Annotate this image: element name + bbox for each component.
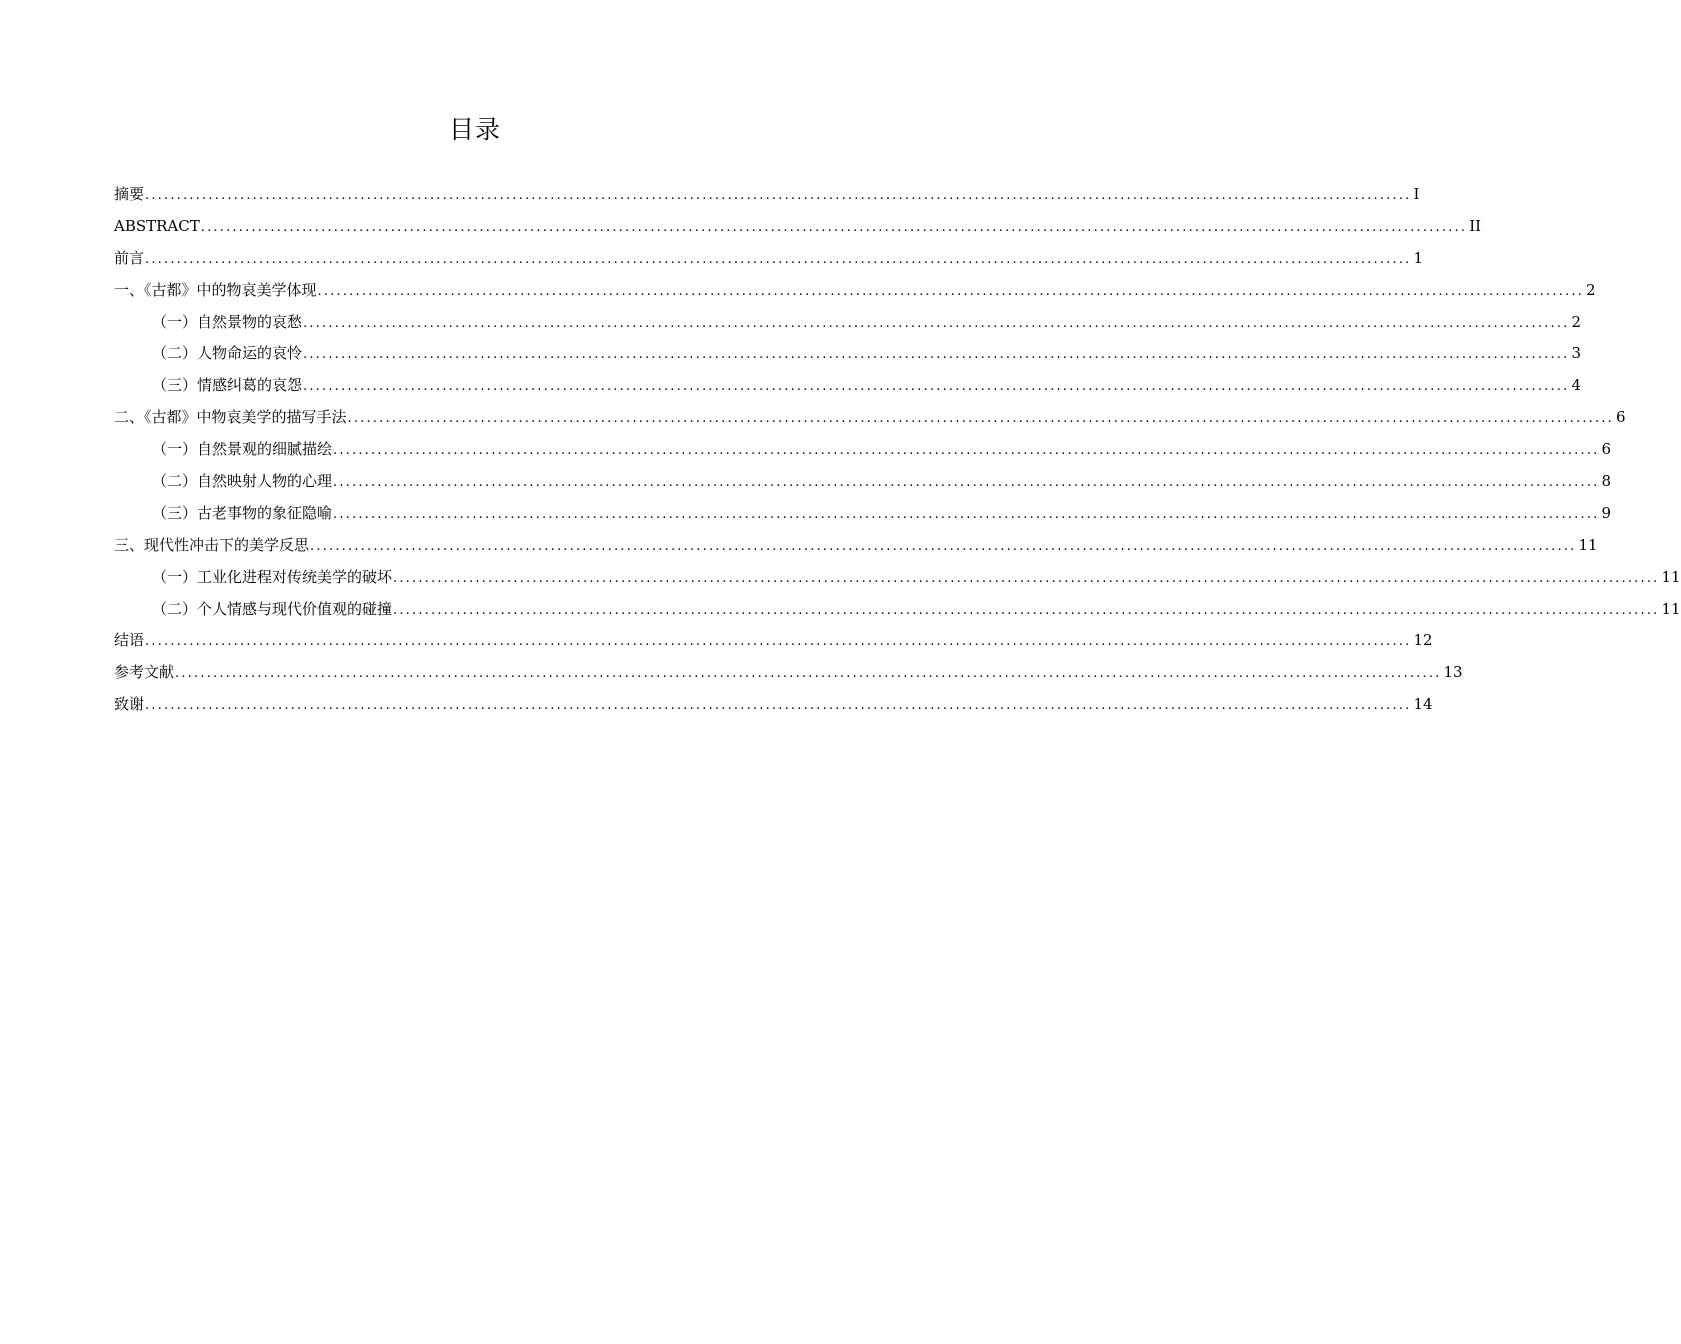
dot-leader: ........................................................................................................................................................................................................ bbox=[393, 602, 1660, 618]
toc-entry[interactable] bbox=[114, 656, 1463, 688]
toc-entry-page: 2 bbox=[1585, 280, 1596, 299]
toc-entry-page: 8 bbox=[1601, 472, 1612, 491]
toc-entry-page: 13 bbox=[1443, 663, 1463, 682]
toc-entry[interactable] bbox=[114, 401, 1626, 433]
dot-leader: ........................................................................................................................................................................................................ bbox=[145, 634, 1412, 650]
page-title: 目录 bbox=[448, 115, 501, 144]
toc-entry-page: 11 bbox=[1578, 535, 1598, 554]
toc-entry[interactable] bbox=[114, 561, 1681, 593]
toc-entry-label: ABSTRACT bbox=[114, 216, 200, 235]
toc-entry-label: 参考文献 bbox=[114, 663, 175, 682]
toc-entry[interactable] bbox=[114, 688, 1433, 720]
toc-entry[interactable] bbox=[114, 593, 1681, 625]
toc-entry-label: （三）古老事物的象征隐喻 bbox=[152, 503, 333, 522]
toc-entry[interactable] bbox=[114, 497, 1612, 529]
toc-entry-label: （一）自然景物的哀愁 bbox=[152, 312, 303, 331]
toc-entry[interactable] bbox=[114, 433, 1612, 465]
dot-leader: ........................................................................................................................................................................................................ bbox=[145, 698, 1412, 714]
dot-leader: ........................................................................................................................................................................................................ bbox=[333, 475, 1600, 491]
toc-entry[interactable] bbox=[114, 369, 1582, 401]
dot-leader: ........................................................................................................................................................................................................ bbox=[145, 251, 1412, 267]
toc-entry-page: 1 bbox=[1413, 248, 1424, 267]
toc-entry-page: 14 bbox=[1413, 695, 1433, 714]
toc-entry-page: 12 bbox=[1413, 631, 1433, 650]
toc-entry-label: （一）自然景观的细腻描绘 bbox=[152, 440, 333, 459]
toc-entry-page: 2 bbox=[1571, 312, 1582, 331]
toc-entry-label: （二）自然映射人物的心理 bbox=[152, 472, 333, 491]
toc-entry-page: 6 bbox=[1615, 408, 1626, 427]
toc-entry[interactable] bbox=[114, 210, 1482, 242]
dot-leader: ........................................................................................................................................................................................................ bbox=[200, 219, 1468, 235]
toc-entry-label: （三）情感纠葛的哀怨 bbox=[152, 376, 303, 395]
dot-leader: ........................................................................................................................................................................................................ bbox=[317, 283, 1584, 299]
toc-entry-page: I bbox=[1413, 185, 1420, 203]
dot-leader: ........................................................................................................................................................................................................ bbox=[175, 666, 1442, 682]
toc-entry[interactable] bbox=[114, 306, 1582, 338]
toc-entry-label: 摘要 bbox=[114, 185, 145, 203]
dot-leader: ........................................................................................................................................................................................................ bbox=[145, 188, 1412, 203]
dot-leader: ........................................................................................................................................................................................................ bbox=[310, 538, 1577, 554]
toc-entry[interactable] bbox=[114, 529, 1598, 561]
toc-entry-page: 4 bbox=[1571, 376, 1582, 395]
toc-entry[interactable] bbox=[114, 274, 1596, 306]
toc-entry[interactable] bbox=[114, 465, 1612, 497]
toc-entry-label: 致谢 bbox=[114, 695, 145, 714]
toc-entry[interactable] bbox=[114, 337, 1582, 369]
dot-leader: ........................................................................................................................................................................................................ bbox=[393, 570, 1660, 586]
dot-leader: ........................................................................................................................................................................................................ bbox=[347, 411, 1614, 427]
dot-leader: ........................................................................................................................................................................................................ bbox=[333, 506, 1600, 522]
toc-entry-label: 前言 bbox=[114, 248, 145, 267]
toc-entry-label: （二）个人情感与现代价值观的碰撞 bbox=[152, 599, 393, 618]
toc-entry-label: 三、现代性冲击下的美学反思 bbox=[114, 535, 310, 554]
dot-leader: ........................................................................................................................................................................................................ bbox=[303, 315, 1570, 331]
toc-entry-page: 11 bbox=[1661, 567, 1681, 586]
toc-entry-label: 二、《古都》中物哀美学的描写手法 bbox=[114, 408, 347, 427]
toc-entry-page: II bbox=[1469, 216, 1482, 235]
toc-entry[interactable] bbox=[114, 178, 1420, 210]
toc-entry-label: 结语 bbox=[114, 631, 145, 650]
toc-entry-page: 6 bbox=[1601, 440, 1612, 459]
toc-entry-label: （二）人物命运的哀怜 bbox=[152, 344, 303, 363]
toc-entry-label: （一）工业化进程对传统美学的破坏 bbox=[152, 567, 393, 586]
toc-entry-page: 3 bbox=[1571, 344, 1582, 363]
toc-entry-label: 一、《古都》中的物哀美学体现 bbox=[114, 280, 317, 299]
dot-leader: ........................................................................................................................................................................................................ bbox=[303, 347, 1570, 363]
toc-entry-page: 9 bbox=[1601, 503, 1612, 522]
dot-leader: ........................................................................................................................................................................................................ bbox=[303, 379, 1570, 395]
dot-leader: ........................................................................................................................................................................................................ bbox=[333, 443, 1600, 459]
toc-entry[interactable] bbox=[114, 242, 1424, 274]
toc-entry-page: 11 bbox=[1661, 599, 1681, 618]
toc-entry[interactable] bbox=[114, 624, 1433, 656]
toc-list bbox=[114, 178, 1681, 720]
